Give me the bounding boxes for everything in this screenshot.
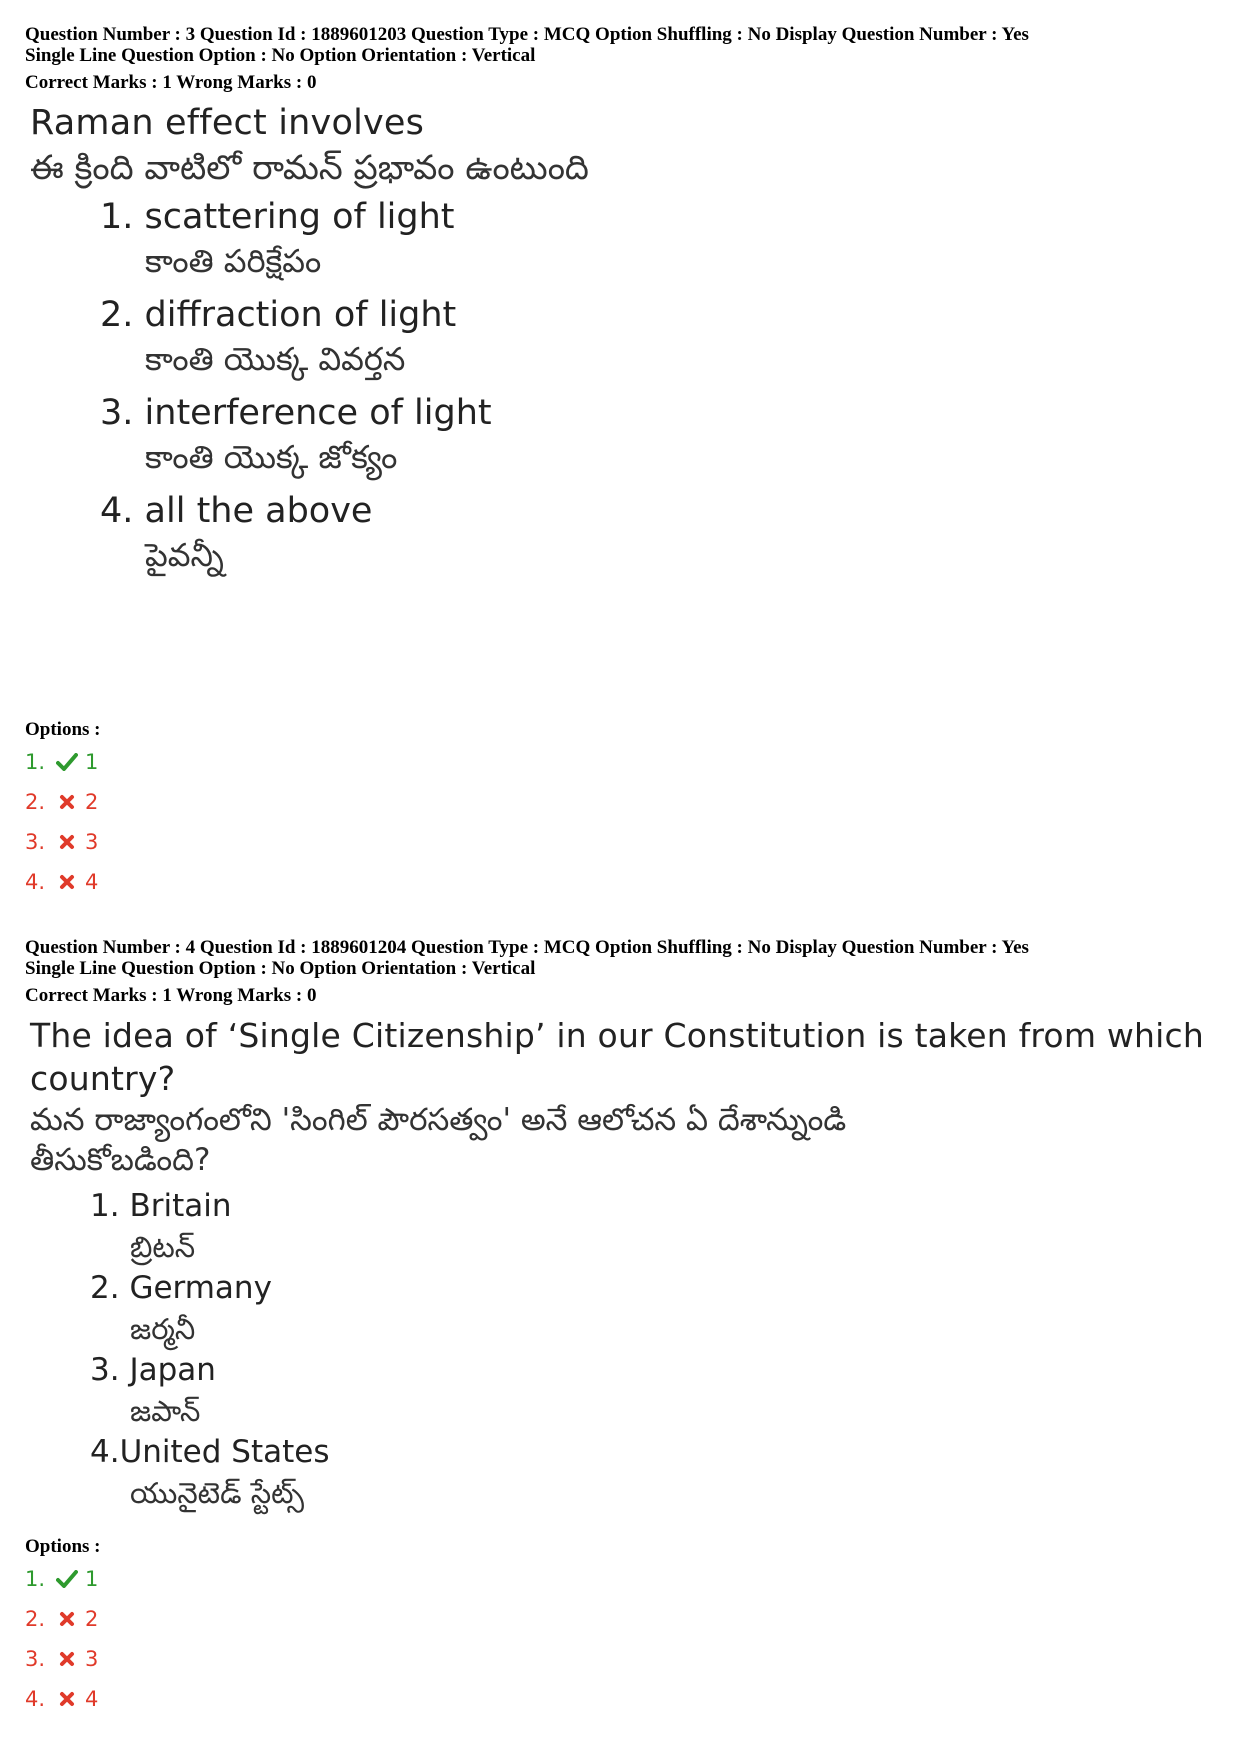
choice-list [90, 1186, 1215, 1514]
answer-option [25, 1679, 1215, 1719]
choice-item [90, 1350, 1215, 1432]
question-image [30, 101, 1215, 577]
cross-icon [53, 834, 81, 850]
question-marks: Correct Marks : 1 Wrong Marks : 0 [25, 985, 317, 1006]
question-stem-telugu: ఈ క్రింది వాటిలో రామన్ ప్రభావం ఉంటుంది [30, 148, 589, 188]
choice-item [90, 1268, 1215, 1350]
choice-item [100, 391, 1215, 479]
choice-text-english: Japan [129, 1352, 216, 1388]
question-meta [25, 937, 1215, 979]
question-stem-english-line-1: The idea of ‘Single Citizenship’ in our Constitution is taken from which [30, 1016, 1204, 1055]
answer-option [25, 1559, 1215, 1599]
answer-option-number: 1. [25, 1567, 46, 1591]
choice-item [100, 293, 1215, 381]
choice-text-telugu: కాంతి యొక్క జోక్యం [145, 438, 398, 476]
question-stem-english [30, 1014, 1215, 1100]
choice-number: 2. [100, 295, 134, 335]
choice-list [100, 195, 1215, 577]
cross-icon [53, 1691, 81, 1707]
answer-option-value: 3 [85, 830, 99, 854]
choice-text-telugu: జర్మనీ [130, 1312, 196, 1346]
question-3 [25, 24, 1215, 577]
options-label: Options : [25, 719, 101, 740]
choice-number: 3. [90, 1352, 120, 1388]
choice-text-telugu: బ్రిటన్ [130, 1230, 196, 1264]
question-stem-telugu-line-1: మన రాజ్యాంగంలోని 'సింగిల్ పౌరసత్వం' అనే ఆలోచన ఏ దేశాన్నుండి [30, 1102, 847, 1138]
choice-text-english: scattering of light [144, 197, 455, 237]
choice-number: 1. [100, 197, 134, 237]
question-stem-english-line-2: country? [30, 1059, 176, 1098]
choice-text-english: United States [119, 1434, 330, 1470]
choice-item [90, 1186, 1215, 1268]
choice-item [100, 195, 1215, 283]
answer-option [25, 1639, 1215, 1679]
answer-option-number: 2. [25, 1607, 46, 1631]
cross-icon [53, 874, 81, 890]
choice-text-english: Britain [129, 1188, 232, 1224]
question-stem-telugu-line-2: తీసుకోబడింది? [30, 1142, 211, 1178]
question-image [30, 1014, 1215, 1514]
choice-number: 4. [90, 1434, 120, 1470]
check-icon [53, 1570, 81, 1588]
answer-option-value: 3 [85, 1647, 99, 1671]
cross-icon [53, 794, 81, 810]
answer-option-value: 2 [85, 1607, 99, 1631]
choice-text-telugu: కాంతి పరిక్షేపం [145, 242, 322, 280]
answer-option [25, 782, 1215, 822]
answer-option [25, 862, 1215, 902]
answer-option-number: 2. [25, 790, 46, 814]
choice-text-english: all the above [144, 491, 373, 531]
question-meta-line-1: Question Number : 4 Question Id : 1889601204 Question Type : MCQ Option Shuffling : No Display Question Number : Yes [25, 937, 1029, 958]
question-meta [25, 24, 1215, 66]
choice-number: 2. [90, 1270, 120, 1306]
cross-icon [53, 1651, 81, 1667]
choice-number: 4. [100, 491, 134, 531]
choice-text-telugu: కాంతి యొక్క వివర్తన [145, 340, 406, 378]
question-marks: Correct Marks : 1 Wrong Marks : 0 [25, 72, 317, 93]
answer-option-number: 3. [25, 1647, 46, 1671]
question-meta-line-1: Question Number : 3 Question Id : 1889601203 Question Type : MCQ Option Shuffling : No Display Question Number : Yes [25, 24, 1029, 45]
answer-option-number: 4. [25, 870, 46, 894]
answer-option-value: 4 [85, 870, 99, 894]
question-stem-telugu [30, 1100, 1215, 1180]
answer-option [25, 822, 1215, 862]
check-icon [53, 753, 81, 771]
answer-option-number: 1. [25, 750, 46, 774]
choice-text-english: diffraction of light [144, 295, 457, 335]
answer-options-3 [25, 718, 1215, 902]
choice-text-english: Germany [129, 1270, 272, 1306]
answer-option-value: 1 [85, 750, 99, 774]
choice-number: 1. [90, 1188, 120, 1224]
answer-option-number: 4. [25, 1687, 46, 1711]
answer-options-4 [25, 1535, 1215, 1719]
choice-text-telugu: పైవన్నీ [145, 536, 224, 574]
question-meta-line-2: Single Line Question Option : No Option Orientation : Vertical [25, 958, 536, 979]
answer-option [25, 742, 1215, 782]
choice-number: 3. [100, 393, 134, 433]
question-stem-english: Raman effect involves [30, 103, 425, 143]
choice-text-english: interference of light [144, 393, 492, 433]
answer-option-number: 3. [25, 830, 46, 854]
answer-option-value: 1 [85, 1567, 99, 1591]
question-meta-line-2: Single Line Question Option : No Option Orientation : Vertical [25, 45, 536, 66]
choice-text-telugu: జపాన్ [130, 1394, 201, 1428]
question-4 [25, 937, 1215, 1514]
answer-option-value: 4 [85, 1687, 99, 1711]
choice-text-telugu: యునైటెడ్ స్టేట్స్ [130, 1476, 304, 1510]
answer-option-value: 2 [85, 790, 99, 814]
choice-item [90, 1432, 1215, 1514]
cross-icon [53, 1611, 81, 1627]
answer-option [25, 1599, 1215, 1639]
options-label: Options : [25, 1536, 101, 1557]
choice-item [100, 489, 1215, 577]
